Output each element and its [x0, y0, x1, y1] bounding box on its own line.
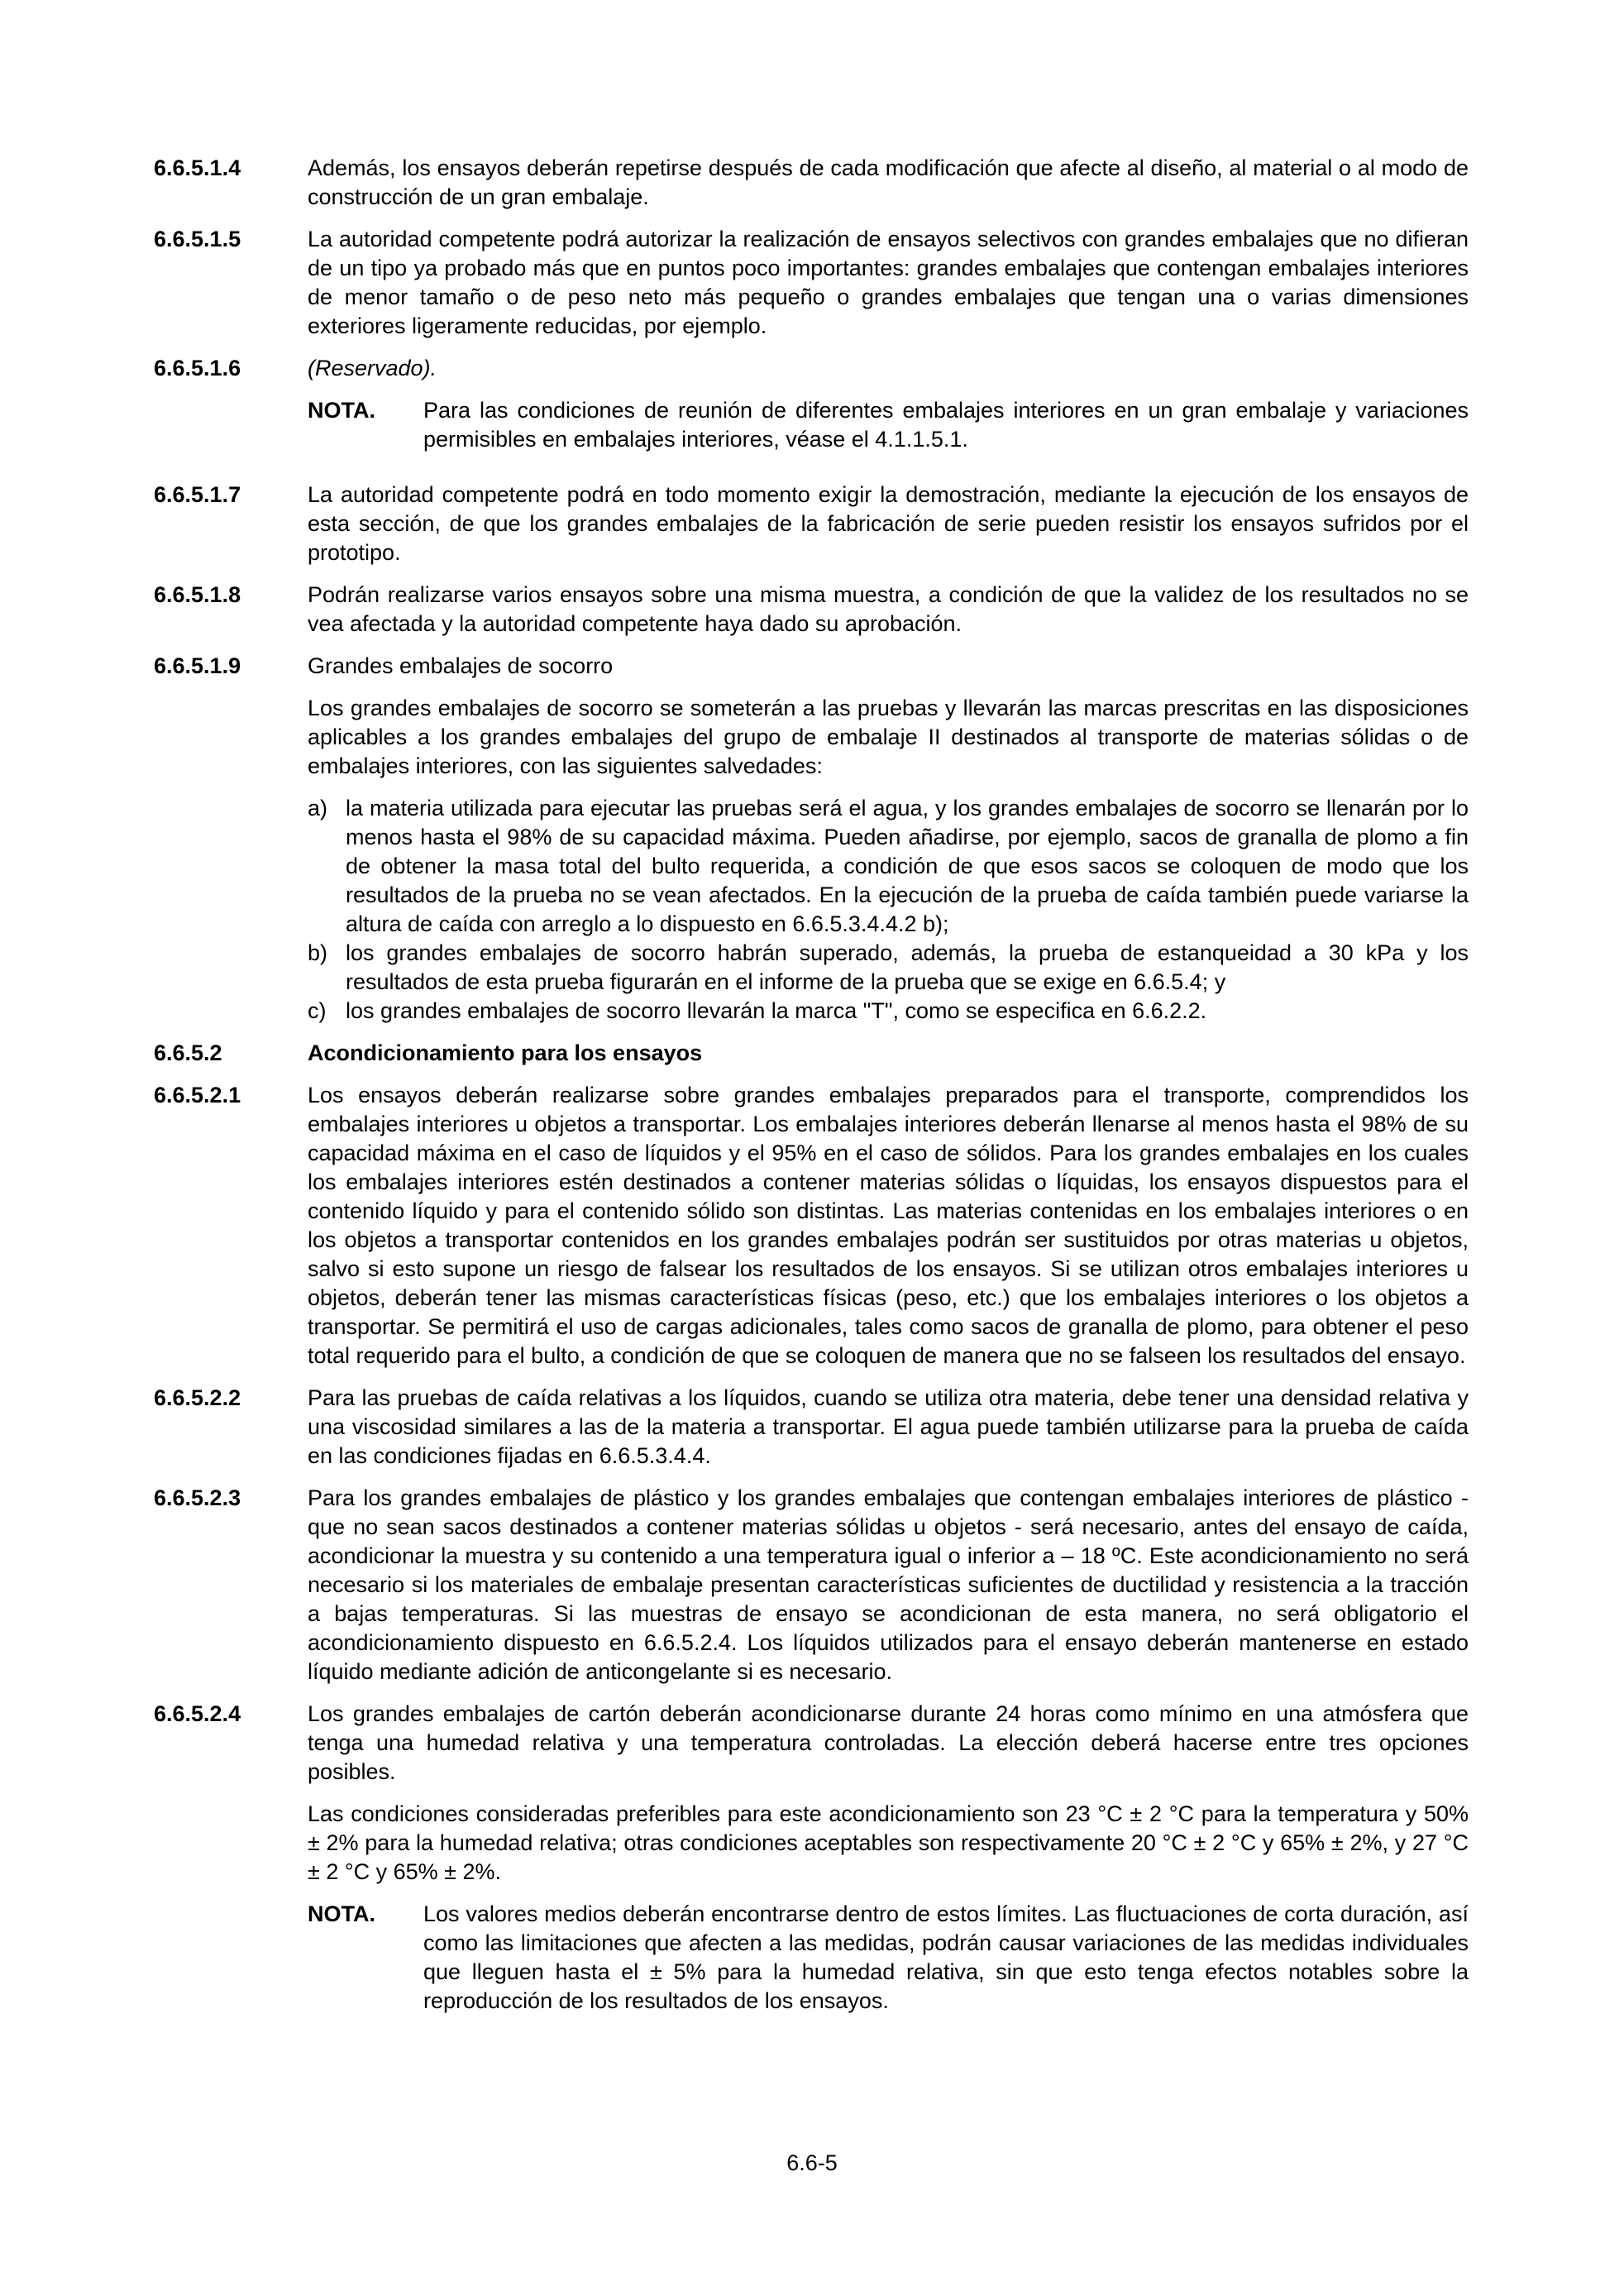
exceptions-list	[308, 794, 1469, 1026]
note-text: Para las condiciones de reunión de diferentes embalajes interiores en un gran embalaje y variaciones permisibles en embalajes interiores, véase el 4.1.1.5.1.	[423, 398, 1469, 452]
clause-text-2: Las condiciones consideradas preferibles para este acondicionamiento son 23 °C ± 2 °C para la temperatura y 50% ± 2% para la humedad relativa; otras condiciones aceptables son respectivamente 20 °C ± 2 °C y 65% ± 2%, y 27 °C ± 2 °C y 65% ± 2%.	[308, 1801, 1469, 1884]
clause-number: 6.6.5.1.6	[154, 356, 241, 380]
clause-6-6-5-1-6	[154, 354, 1469, 467]
clause-text: La autoridad competente podrá en todo momento exigir la demostración, mediante la ejecución de los ensayos de esta sección, de que los grandes embalajes de la fabricación de serie pueden resistir los ensayos sufridos por el prototipo.	[308, 482, 1469, 565]
list-item	[308, 997, 1469, 1026]
clause-text: Los ensayos deberán realizarse sobre grandes embalajes preparados para el transporte, comprendidos los embalajes interiores u objetos a transportar. Los embalajes interiores deberán llenarse al menos hasta el 98% de su capacidad máxima en el caso de líquidos y el 95% en el caso de sólidos. Para los grandes embalajes en los cuales los embalajes interiores estén destinados a contener materias sólidas o líquidas, los ensayos dispuestos para el contenido líquido y para el contenido sólido son distintas. Las materias contenidas en los embalajes interiores o en los objetos a transportar contenidos en los grandes embalajes podrán ser sustituidos por otras materias u objetos, salvo si esto supone un riesgo de falsear los resultados de los ensayos. Si se utilizan otros embalajes interiores u objetos, deberán tener las mismas características físicas (peso, etc.) que los embalajes interiores o los objetos a transportar. Se permitirá el uso de cargas adicionales, tales como sacos de granalla de plomo, para obtener el peso total requerido para el bulto, a condición de que se coloquen de manera que no se falseen los resultados del ensayo.	[308, 1083, 1469, 1368]
list-item-text: la materia utilizada para ejecutar las pruebas será el agua, y los grandes embalajes de socorro se llenarán por lo menos hasta el 98% de su capacidad máxima. Pueden añadirse, por ejemplo, sacos de granalla de plomo a fin de obtener la masa total del bulto requerida, a condición de que esos sacos se coloquen de modo que los resultados de la prueba no se vean afectados. En la ejecución de la prueba de caída también puede variarse la altura de caída con arreglo a lo dispuesto en 6.6.5.3.4.4.2 b);	[346, 796, 1469, 936]
clause-number: 6.6.5.1.7	[154, 482, 241, 507]
section-number: 6.6.5.2	[154, 1040, 222, 1065]
clause-number: 6.6.5.2.3	[154, 1485, 241, 1510]
clause-number: 6.6.5.1.5	[154, 227, 241, 251]
list-item-text: los grandes embalajes de socorro habrán superado, además, la prueba de estanqueidad a 30 kPa y los resultados de esta prueba figurarán en el informe de la prueba que se exige en 6.6.5.4; y	[346, 940, 1469, 994]
section-heading: Acondicionamiento para los ensayos	[308, 1040, 703, 1065]
clause-text: Podrán realizarse varios ensayos sobre una misma muestra, a condición de que la validez de los resultados no se vea afectada y la autoridad competente haya dado su aprobación.	[308, 582, 1469, 636]
page-number: 6.6-5	[786, 2150, 838, 2175]
clause-6-6-5-2-1	[154, 1081, 1469, 1370]
section-6-6-5-2	[154, 1039, 1469, 1068]
note	[308, 1900, 1469, 2016]
clause-6-6-5-1-7	[154, 481, 1469, 567]
clause-number: 6.6.5.1.9	[154, 653, 241, 678]
clause-6-6-5-1-4	[154, 154, 1469, 212]
clause-6-6-5-2-4	[154, 1700, 1469, 2029]
note-label: NOTA.	[308, 398, 375, 423]
clause-6-6-5-1-8	[154, 581, 1469, 639]
list-marker: c)	[308, 998, 327, 1023]
clause-6-6-5-2-2	[154, 1384, 1469, 1471]
note-text: Los valores medios deberán encontrarse dentro de estos límites. Las fluctuaciones de corta duración, así como las limitaciones que afecten a las medidas, podrán causar variaciones de las medidas individuales que lleguen hasta el ± 5% para la humedad relativa, sin que esto tenga efectos notables sobre la reproducción de los resultados de los ensayos.	[423, 1901, 1469, 2013]
list-item	[308, 939, 1469, 997]
clause-number: 6.6.5.1.4	[154, 155, 241, 180]
note	[308, 396, 1469, 454]
clause-text: La autoridad competente podrá autorizar la realización de ensayos selectivos con grandes embalajes que no difieran de un tipo ya probado más que en puntos poco importantes: grandes embalajes que contengan embalajes interiores de menor tamaño o de peso neto más pequeño o grandes embalajes que tengan una o varias dimensiones exteriores ligeramente reducidas, por ejemplo.	[308, 227, 1469, 338]
clause-title: Grandes embalajes de socorro	[308, 653, 614, 678]
clause-text: Para los grandes embalajes de plástico y los grandes embalajes que contengan embalajes interiores de plástico - que no sean sacos destinados a contener materias sólidas u objetos - será necesario, antes del ensayo de caída, acondicionar la muestra y su contenido a una temperatura igual o inferior a – 18 ºC. Este acondicionamiento no será necesario si los materiales de embalaje presentan características suficientes de ductilidad y resistencia a la tracción a bajas temperaturas. Si las muestras de ensayo se acondicionan de esta manera, no será obligatorio el acondicionamiento dispuesto en 6.6.5.2.4. Los líquidos utilizados para el ensayo deberán mantenerse en estado líquido mediante adición de anticongelante si es necesario.	[308, 1485, 1469, 1684]
clause-number: 6.6.5.2.4	[154, 1701, 241, 1726]
clause-number: 6.6.5.2.1	[154, 1083, 241, 1107]
clause-text: Los grandes embalajes de socorro se someterán a las pruebas y llevarán las marcas prescritas en las disposiciones aplicables a los grandes embalajes del grupo de embalaje II destinados al transporte de materias sólidas o de embalajes interiores, con las siguientes salvedades:	[308, 696, 1469, 778]
clause-text: Para las pruebas de caída relativas a los líquidos, cuando se utiliza otra materia, debe tener una densidad relativa y una viscosidad similares a las de la materia a transportar. El agua puede también utilizarse para la prueba de caída en las condiciones fijadas en 6.6.5.3.4.4.	[308, 1385, 1469, 1468]
list-marker: a)	[308, 796, 328, 820]
list-marker: b)	[308, 940, 328, 965]
list-item	[308, 794, 1469, 939]
clause-text: (Reservado).	[308, 356, 437, 380]
clause-6-6-5-2-3	[154, 1484, 1469, 1686]
clause-number: 6.6.5.2.2	[154, 1385, 241, 1410]
clause-text: Los grandes embalajes de cartón deberán acondicionarse durante 24 horas como mínimo en una atmósfera que tenga una humedad relativa y una temperatura controladas. La elección deberá hacerse entre tres opciones posibles.	[308, 1701, 1469, 1784]
clause-6-6-5-1-5	[154, 225, 1469, 341]
clause-number: 6.6.5.1.8	[154, 582, 241, 607]
note-label: NOTA.	[308, 1901, 375, 1926]
clause-text: Además, los ensayos deberán repetirse después de cada modificación que afecte al diseño, al material o al modo de construcción de un gran embalaje.	[308, 155, 1469, 209]
list-item-text: los grandes embalajes de socorro llevarán la marca "T", como se especifica en 6.6.2.2.	[346, 998, 1207, 1023]
document-body	[154, 154, 1469, 2042]
clause-6-6-5-1-9	[154, 652, 1469, 1026]
